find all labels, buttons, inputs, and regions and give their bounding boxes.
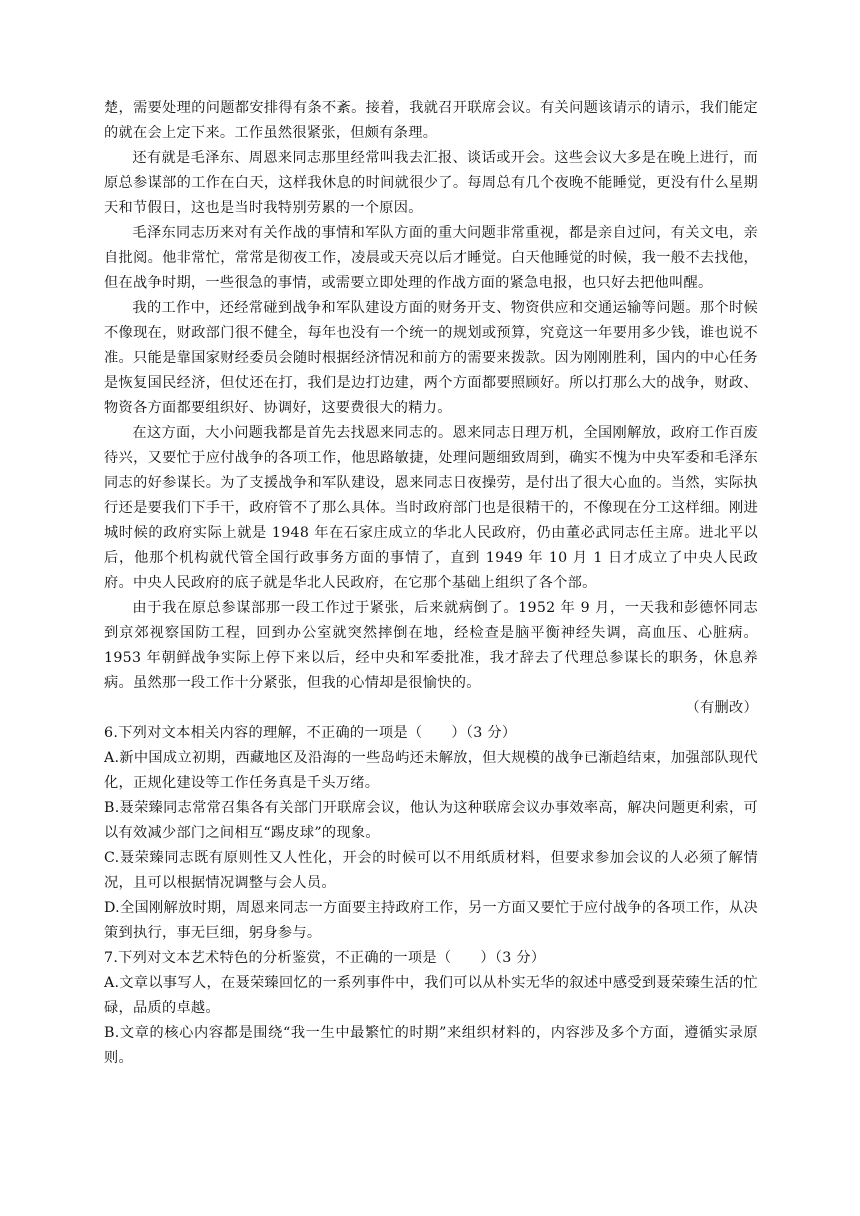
document-body bbox=[104, 96, 758, 1071]
paragraph: 毛泽东同志历来对有关作战的事情和军队方面的重大问题非常重视，都是亲自过问，有关文电，亲自批阅。他非常忙，常常是彻夜工作，凌晨或天亮以后才睡觉。白天他睡觉的时候，我一般不去找他，但在战争时期，一些很急的事情，或需要立即处理的作战方面的紧急电报，也只好去把他叫醒。 bbox=[104, 225, 758, 291]
question-6-option-a: A.新中国成立初期，西藏地区及沿海的一些岛屿还未解放，但大规模的战争已渐趋结束，加强部队现代化，正规化建设等工作任务真是千头万绪。 bbox=[104, 750, 758, 791]
paragraph: 在这方面，大小问题我都是首先去找恩来同志的。恩来同志日理万机，全国刚解放，政府工作百废待兴，又要忙于应付战争的各项工作，他思路敏捷，处理问题细致周到，确实不愧为中央军委和毛泽东同志的好参谋长。为了支援战争和军队建设，恩来同志日夜操劳，是付出了很大心血的。当然，实际执行还是要我们下手干，政府管不了那么具体。当时政府部门也是很精干的，不像现在分工这样细。刚进城时候的政府实际上就是 1948 年在石家庄成立的华北人民政府，仍由董必武同志任主席。进北平以后，他那个机构就代管全国行政事务方面的事情了，直到 1949 年 10 月 1 日才成立了中央人民政府。中央人民政府的底子就是华北人民政府，在它那个基础上组织了各个部。 bbox=[104, 425, 758, 591]
question-6-stem: 6.下列对文本相关内容的理解，不正确的一项是（ ）（3 分） bbox=[104, 725, 517, 741]
paragraph: 还有就是毛泽东、周恩来同志那里经常叫我去汇报、谈话或开会。这些会议大多是在晚上进行，而原总参谋部的工作在白天，这样我休息的时间就很少了。每周总有几个夜晚不能睡觉，更没有什么星期天和节假日，这也是当时我特别劳累的一个原因。 bbox=[104, 150, 758, 216]
question-6-option-c: C.聂荣臻同志既有原则性又人性化，开会的时候可以不用纸质材料，但要求参加会议的人必须了解情况，且可以根据情况调整与会人员。 bbox=[104, 850, 758, 891]
question-6-option-d: D.全国刚解放时期，周恩来同志一方面要主持政府工作，另一方面又要忙于应付战争的各项工作，从决策到执行，事无巨细，躬身参与。 bbox=[104, 900, 758, 941]
question-7-stem: 7.下列对文本艺术特色的分析鉴赏，不正确的一项是（ ）（3 分） bbox=[104, 950, 546, 966]
paragraph: 我的工作中，还经常碰到战争和军队建设方面的财务开支、物资供应和交通运输等问题。那个时候不像现在，财政部门很不健全，每年也没有一个统一的规划或预算，究竟这一年要用多少钱，谁也说不准。只能是靠国家财经委员会随时根据经济情况和前方的需要来拨款。因为刚刚胜利，国内的中心任务是恢复国民经济，但仗还在打，我们是边打边建，两个方面都要照顾好。所以打那么大的战争，财政、物资各方面都要组织好、协调好，这要费很大的精力。 bbox=[104, 300, 758, 416]
paragraph: 由于我在原总参谋部那一段工作过于紧张，后来就病倒了。1952 年 9 月，一天我和彭德怀同志到京郊视察国防工程，回到办公室就突然摔倒在地，经检查是脑平衡神经失调，高血压、心脏病。1953 年朝鲜战争实际上停下来以后，经中央和军委批准，我才辞去了代理总参谋长的职务，休息养病。虽然那一段工作十分紧张，但我的心情却是很愉快的。 bbox=[104, 600, 758, 691]
question-6-option-b: B.聂荣臻同志常常召集各有关部门开联席会议，他认为这种联席会议办事效率高，解决问题更利索，可以有效减少部门之间相互“踢皮球”的现象。 bbox=[104, 800, 758, 841]
source-note: （有删改） bbox=[685, 700, 758, 716]
question-7-option-b: B.文章的核心内容都是围绕“我一生中最繁忙的时期”来组织材料的，内容涉及多个方面，遵循实录原则。 bbox=[104, 1025, 758, 1066]
question-7-option-a: A.文章以事写人，在聂荣臻回忆的一系列事件中，我们可以从朴实无华的叙述中感受到聂荣臻生活的忙碌，品质的卓越。 bbox=[104, 975, 758, 1016]
paragraph-continuation: 楚，需要处理的问题都安排得有条不紊。接着，我就召开联席会议。有关问题该请示的请示，我们能定的就在会上定下来。工作虽然很紧张，但颇有条理。 bbox=[104, 100, 758, 141]
